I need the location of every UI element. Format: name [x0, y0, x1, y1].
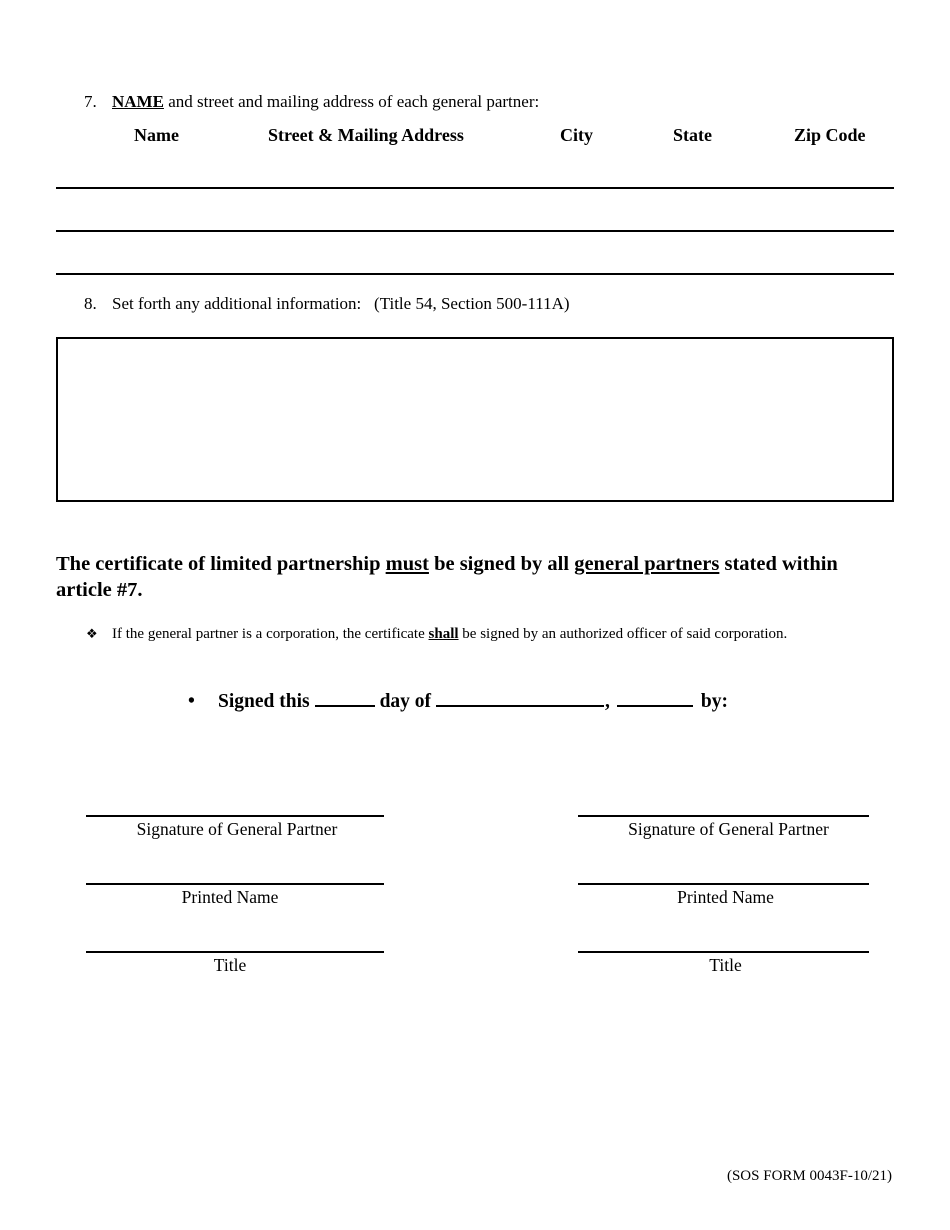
corporation-note-shall: shall	[428, 626, 459, 642]
certificate-general-partners: general partners	[574, 553, 720, 575]
diamond-bullet-icon: ❖	[86, 627, 98, 642]
partner-entry-line-2[interactable]	[56, 230, 894, 232]
left-signature-label: Signature of General Partner	[136, 819, 338, 839]
comma: ,	[605, 691, 610, 712]
item-7-name-word: NAME	[112, 92, 164, 111]
column-header-address: Street & Mailing Address	[268, 125, 464, 145]
column-header-name: Name	[134, 125, 179, 145]
certificate-must: must	[385, 553, 429, 575]
form-number-footer: (SOS FORM 0043F-10/21)	[726, 1168, 892, 1184]
right-signature-line[interactable]	[578, 815, 869, 817]
right-printed-name-label: Printed Name	[677, 887, 774, 907]
by-label: by:	[700, 691, 729, 712]
right-printed-name-line[interactable]	[578, 883, 869, 885]
item-7-prompt	[84, 92, 539, 112]
corporation-note	[86, 626, 787, 643]
item-8-text: Set forth any additional information: (Title 54, Section 500-111A)	[112, 294, 570, 313]
partner-entry-line-1[interactable]	[56, 187, 894, 189]
item-8-prompt	[84, 294, 570, 314]
column-header-state: State	[673, 125, 712, 145]
left-title-label: Title	[213, 955, 247, 975]
right-signature-label: Signature of General Partner	[628, 819, 829, 839]
month-blank[interactable]	[436, 689, 604, 707]
year-blank[interactable]	[617, 689, 693, 707]
day-of-label: day of	[379, 691, 432, 712]
additional-information-box[interactable]	[56, 337, 894, 502]
corporation-note-text-1: If the general partner is a corporation, the certificate	[112, 626, 429, 642]
certificate-statement	[56, 551, 898, 603]
corporation-note-text-2: be signed by an authorized officer of said corporation.	[458, 626, 788, 642]
item-7-number: 7.	[84, 92, 97, 111]
certificate-text-2: be signed by all	[428, 553, 575, 575]
column-header-city: City	[560, 125, 593, 145]
left-printed-name-label: Printed Name	[181, 887, 279, 907]
right-title-line[interactable]	[578, 951, 869, 953]
item-8-number: 8.	[84, 294, 97, 313]
signed-date-line	[188, 689, 728, 713]
bullet-icon: •	[188, 691, 195, 712]
signed-this-label: Signed this	[218, 691, 310, 712]
column-header-zip: Zip Code	[794, 125, 866, 145]
left-printed-name-line[interactable]	[86, 883, 384, 885]
certificate-text-3: stated within article #7.	[56, 553, 843, 601]
left-signature-line[interactable]	[86, 815, 384, 817]
certificate-text-1: The certificate of limited partnership	[56, 553, 386, 575]
day-blank[interactable]	[315, 689, 375, 707]
partner-entry-line-3[interactable]	[56, 273, 894, 275]
item-7-text: and street and mailing address of each general partner:	[163, 92, 540, 111]
right-title-label: Title	[709, 955, 742, 975]
left-title-line[interactable]	[86, 951, 384, 953]
